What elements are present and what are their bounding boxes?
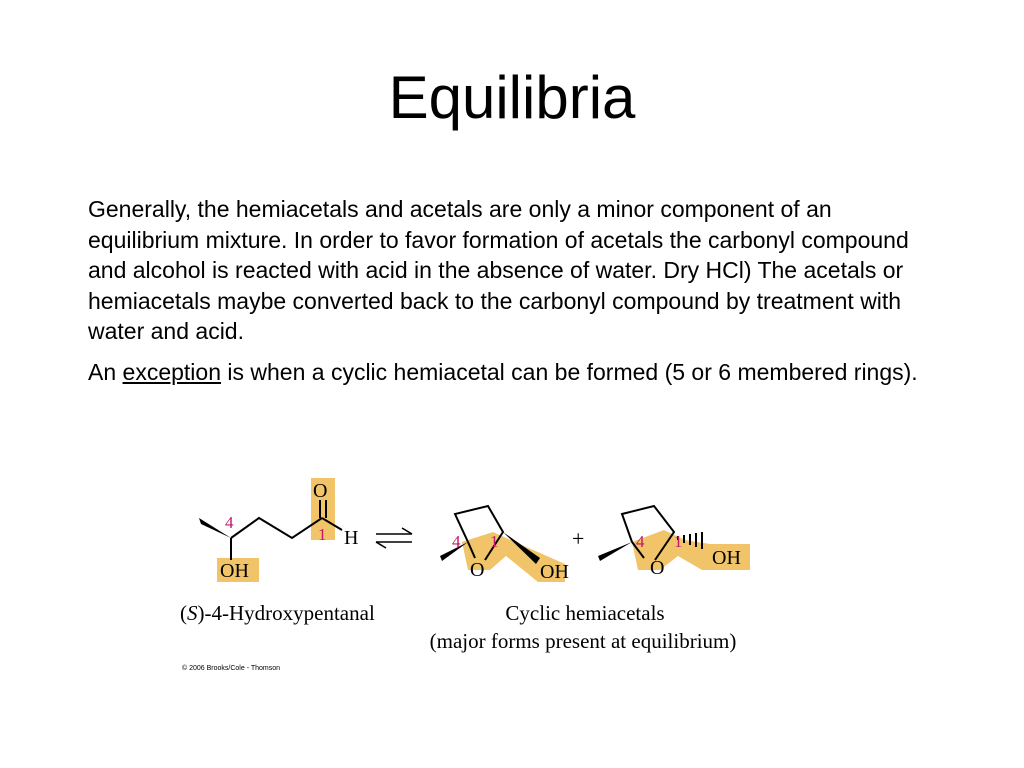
reactant-locant-1: 1 (318, 525, 327, 544)
reactant-locant-4: 4 (225, 513, 234, 532)
paragraph-equilibrium: Generally, the hemiacetals and acetals are only a minor component of an equilibrium mixture. In order to favor formation of acetals the carbonyl compound and alcohol is reacted with acid in the absence of water. Dry HCl) The acetals or hemiacetals maybe converted back to the carbonyl compound by treatment with water and acid. (88, 196, 909, 344)
reactant-chain-bonds (231, 518, 322, 538)
cyclic-hemiacetal-2-oh-label: OH (712, 547, 741, 569)
reactant-structure (199, 478, 358, 582)
cyclic-hemiacetal-2-ring-o-label: O (650, 557, 665, 579)
cyclic-hemiacetal-1-locant-1: 1 (490, 532, 499, 551)
cyclic-hemiacetal-2-locant-1: 1 (674, 532, 683, 551)
slide-title: Equilibria (388, 64, 636, 131)
cyclic-hemiacetal-1 (440, 506, 569, 583)
copyright-notice: © 2006 Brooks/Cole - Thomson (182, 665, 281, 672)
exception-link[interactable]: exception (122, 358, 221, 385)
plus-sign: + (572, 526, 585, 551)
equilibrium-arrow (376, 528, 412, 548)
paragraph-exception-suffix: is when a cyclic hemiacetal can be formed (5 or 6 membered rings). (221, 358, 918, 385)
cyclic-hemiacetal-2 (598, 506, 750, 579)
reaction-figure (170, 470, 790, 680)
equilibrium-forward-head (402, 528, 412, 534)
reactant-caption: (S)-4-Hydroxypentanal (180, 601, 375, 625)
reaction-diagram (170, 470, 790, 680)
product-caption-line1: Cyclic hemiacetals (505, 601, 665, 625)
reactant-caption-stereo: S (187, 601, 198, 625)
cyclic-hemiacetal-1-locant-4: 4 (452, 532, 461, 551)
reactant-caption-name: -4-Hydroxypentanal (204, 601, 375, 625)
reactant-oh-label: OH (220, 560, 249, 582)
equilibrium-reverse-head (376, 542, 386, 548)
cyclic-hemiacetal-1-oh-label: OH (540, 561, 569, 583)
reactant-o-label: O (313, 480, 328, 502)
paragraph-exception-prefix: An (88, 358, 123, 385)
slide-body (88, 194, 948, 397)
paragraph-exception (88, 357, 948, 388)
reactant-h-label: H (344, 527, 359, 549)
cyclic-hemiacetal-1-ring-o-label: O (470, 559, 485, 581)
cyclic-hemiacetal-2-locant-4: 4 (636, 532, 645, 551)
product-caption-line2: (major forms present at equilibrium) (429, 629, 737, 653)
cyclic-hemiacetal-2-methyl-wedge (598, 542, 632, 561)
